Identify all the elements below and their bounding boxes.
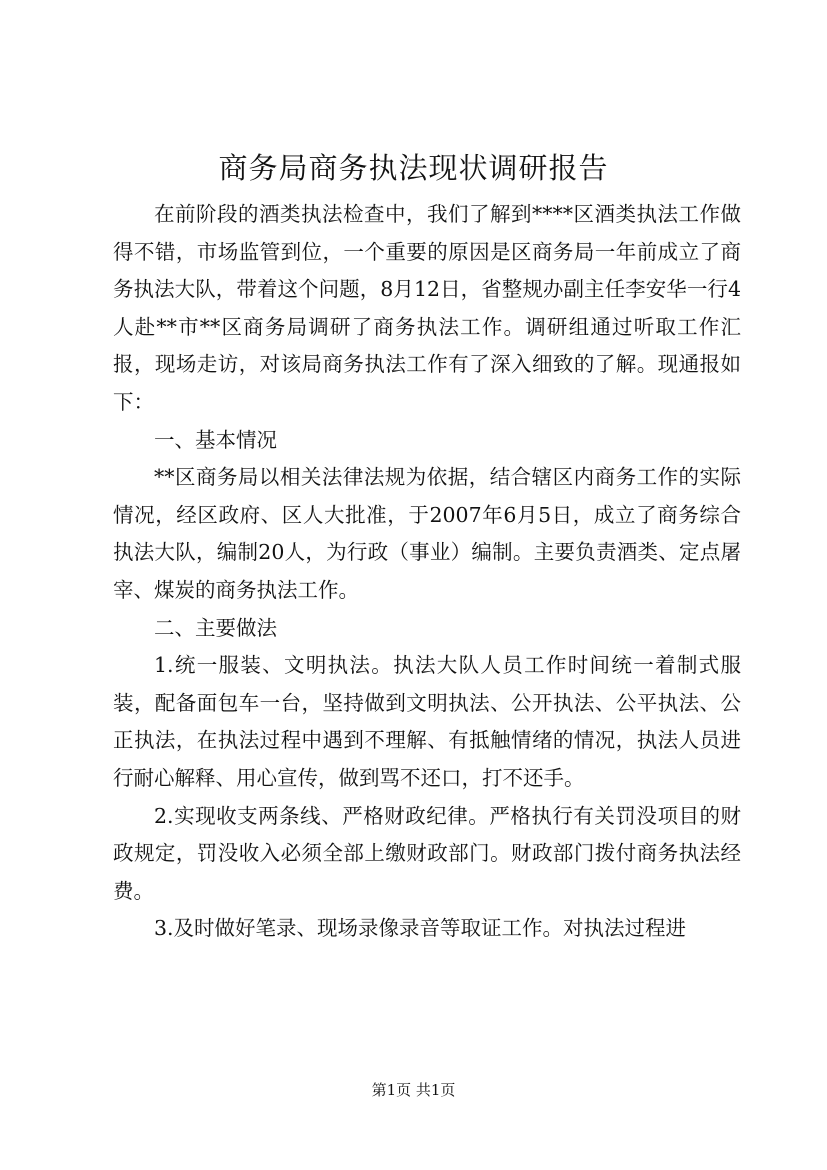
page-footer: 第1页 共1页 [371, 1081, 456, 1099]
document-body [113, 196, 741, 948]
section-heading-methods: 二、主要做法 [154, 615, 277, 640]
paragraph-basic: **区商务局以相关法律法规为依据，结合辖区内商务工作的实际情况，经区政府、区人大批准，于2007年6月5日，成立了商务综合执法大队，编制20人，为行政（事业）编制。主要负责酒类、定点屠宰、煤炭的商务执法工作。 [113, 465, 741, 602]
document-title: 商务局商务执法现状调研报告 [218, 151, 609, 185]
paragraph-method-3: 3.及时做好笔录、现场录像录音等取证工作。对执法过程进 [154, 916, 687, 941]
paragraph-method-2: 2.实现收支两条线、严格财政纪律。严格执行有关罚没项目的财政规定，罚没收入必须全部上缴财政部门。财政部门拨付商务执法经费。 [113, 803, 741, 903]
paragraph-method-1: 1.统一服装、文明执法。执法大队人员工作时间统一着制式服装，配备面包车一台，坚持做到文明执法、公开执法、公平执法、公正执法，在执法过程中遇到不理解、有抵触情绪的情况，执法人员进行耐心解释、用心宣传，做到骂不还口，打不还手。 [113, 653, 741, 790]
paragraph-intro: 在前阶段的酒类执法检查中，我们了解到****区酒类执法工作做得不错，市场监管到位，一个重要的原因是区商务局一年前成立了商务执法大队，带着这个问题，8月12日，省整规办副主任李安华一行4人赴**市**区商务局调研了商务执法工作。调研组通过听取工作汇报，现场走访，对该局商务执法工作有了深入细致的了解。现通报如下： [113, 202, 741, 414]
section-heading-basic: 一、基本情况 [154, 427, 277, 452]
